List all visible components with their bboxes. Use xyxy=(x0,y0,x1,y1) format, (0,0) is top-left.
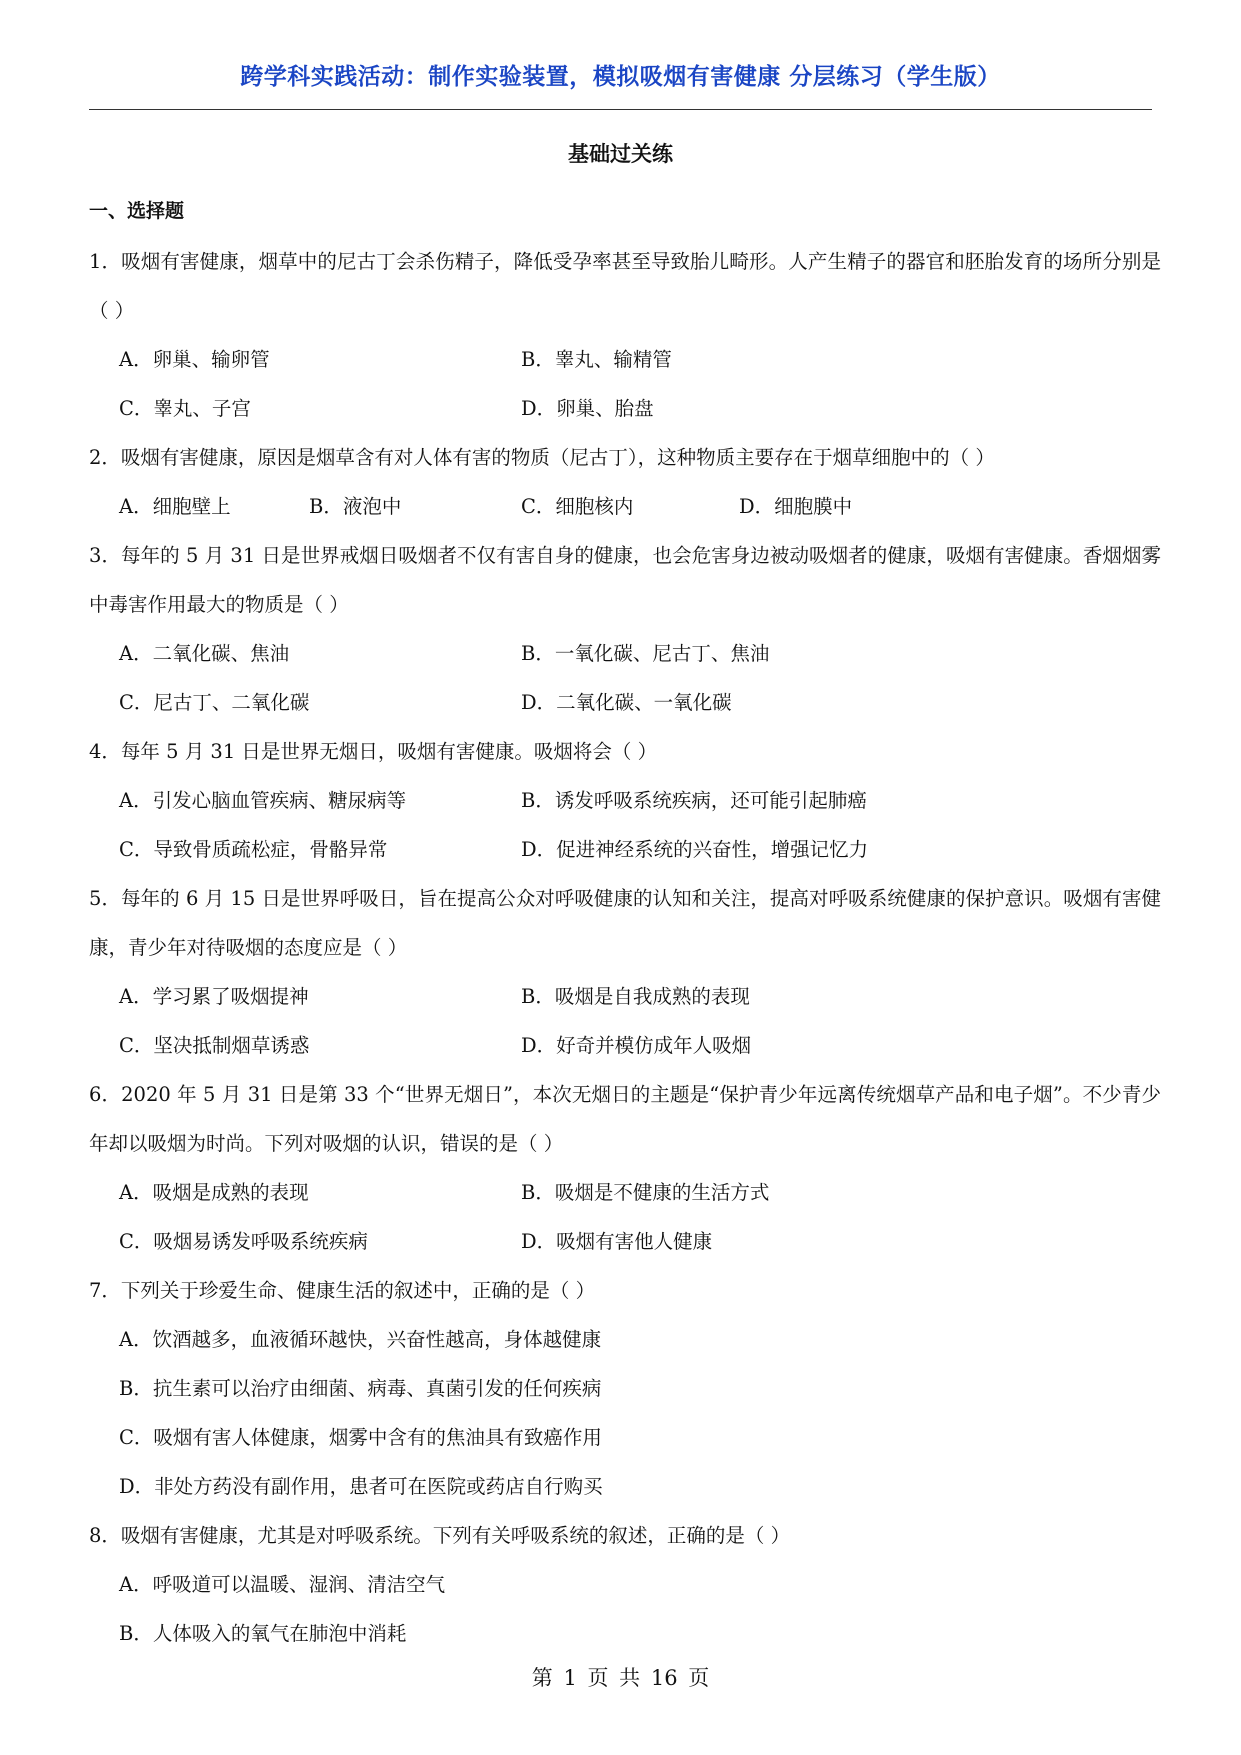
document-header-title: 跨学科实践活动：制作实验装置，模拟吸烟有害健康 分层练习（学生版） xyxy=(240,64,1001,90)
answer-option: B．人体吸入的氧气在肺泡中消耗 xyxy=(119,1622,407,1645)
question-stem: 3．每年的 5 月 31 日是世界戒烟日吸烟者不仅有害自身的健康，也会危害身边被动吸烟者的健康，吸烟有害健康。香烟烟雾中毒害作用最大的物质是（ ） xyxy=(89,544,1161,616)
answer-option: C．吸烟有害人体健康，烟雾中含有的焦油具有致癌作用 xyxy=(119,1426,602,1449)
answer-options xyxy=(89,335,1161,433)
answer-option: A．学习累了吸烟提神 xyxy=(119,985,309,1008)
option-row xyxy=(89,1315,1161,1364)
option-row xyxy=(89,972,1161,1021)
answer-option: D．卵巢、胎盘 xyxy=(521,397,654,420)
question-stem: 5．每年的 6 月 15 日是世界呼吸日，旨在提高公众对呼吸健康的认知和关注，提高对呼吸系统健康的保护意识。吸烟有害健康，青少年对待吸烟的态度应是（ ） xyxy=(89,887,1161,959)
answer-options xyxy=(89,1168,1161,1266)
option-row xyxy=(89,776,1161,825)
option-row xyxy=(89,1413,1161,1462)
answer-option: B．吸烟是自我成熟的表现 xyxy=(521,985,750,1008)
option-row xyxy=(89,335,1161,384)
question-7 xyxy=(89,1266,1161,1511)
option-row xyxy=(89,629,1161,678)
answer-option: A．卵巢、输卵管 xyxy=(119,348,270,371)
question-stem: 6．2020 年 5 月 31 日是第 33 个“世界无烟日”，本次无烟日的主题是“保护青少年远离传统烟草产品和电子烟”。不少青少年却以吸烟为时尚。下列对吸烟的认识，错误的是（ ） xyxy=(89,1083,1161,1155)
answer-options xyxy=(89,1315,1161,1511)
option-row xyxy=(89,1462,1161,1511)
question-list xyxy=(89,237,1161,1658)
answer-option: A．呼吸道可以温暖、湿润、清洁空气 xyxy=(119,1573,446,1596)
answer-option: B．抗生素可以治疗由细菌、病毒、真菌引发的任何疾病 xyxy=(119,1377,602,1400)
question-stem: 2．吸烟有害健康，原因是烟草含有对人体有害的物质（尼古丁），这种物质主要存在于烟草细胞中的（ ） xyxy=(89,446,995,469)
answer-option: D．好奇并模仿成年人吸烟 xyxy=(521,1034,752,1057)
question-6 xyxy=(89,1070,1161,1266)
answer-option: C．坚决抵制烟草诱惑 xyxy=(119,1034,310,1057)
answer-option: A．二氧化碳、焦油 xyxy=(119,642,290,665)
question-stem: 4．每年 5 月 31 日是世界无烟日，吸烟有害健康。吸烟将会（ ） xyxy=(89,740,658,763)
answer-option: D．非处方药没有副作用，患者可在医院或药店自行购买 xyxy=(119,1475,603,1498)
answer-option: B．一氧化碳、尼古丁、焦油 xyxy=(521,642,770,665)
question-2 xyxy=(89,433,1161,531)
question-4 xyxy=(89,727,1161,874)
answer-option: A．细胞壁上 xyxy=(119,495,231,518)
answer-option: C．睾丸、子宫 xyxy=(119,397,251,420)
answer-option: C．细胞核内 xyxy=(521,495,634,518)
option-row xyxy=(89,825,1161,874)
option-row xyxy=(89,1217,1161,1266)
header-divider xyxy=(89,109,1152,110)
answer-option: B．诱发呼吸系统疾病，还可能引起肺癌 xyxy=(521,789,867,812)
question-5 xyxy=(89,874,1161,1070)
answer-options xyxy=(89,1560,1161,1658)
part-heading: 一、选择题 xyxy=(89,200,185,222)
option-row xyxy=(89,1609,1161,1658)
answer-options xyxy=(89,482,1161,531)
answer-option: D．促进神经系统的兴奋性，增强记忆力 xyxy=(521,838,869,861)
answer-option: B．吸烟是不健康的生活方式 xyxy=(521,1181,770,1204)
option-row xyxy=(89,1021,1161,1070)
option-row xyxy=(89,1364,1161,1413)
answer-option: C．吸烟易诱发呼吸系统疾病 xyxy=(119,1230,368,1253)
page-footer: 第 1 页 共 16 页 xyxy=(531,1666,710,1690)
question-stem: 7．下列关于珍爱生命、健康生活的叙述中，正确的是（ ） xyxy=(89,1279,596,1302)
question-3 xyxy=(89,531,1161,727)
answer-options xyxy=(89,972,1161,1070)
option-row xyxy=(89,678,1161,727)
option-row xyxy=(89,1168,1161,1217)
answer-option: C．尼古丁、二氧化碳 xyxy=(119,691,310,714)
option-row xyxy=(89,482,1161,531)
question-stem: 8．吸烟有害健康，尤其是对呼吸系统。下列有关呼吸系统的叙述，正确的是（ ） xyxy=(89,1524,791,1547)
question-stem: 1．吸烟有害健康，烟草中的尼古丁会杀伤精子，降低受孕率甚至导致胎儿畸形。人产生精子的器官和胚胎发育的场所分别是（ ） xyxy=(89,250,1161,322)
option-row xyxy=(89,384,1161,433)
answer-option: A．饮酒越多，血液循环越快，兴奋性越高，身体越健康 xyxy=(119,1328,602,1351)
question-8 xyxy=(89,1511,1161,1658)
question-1 xyxy=(89,237,1161,433)
answer-option: A．吸烟是成熟的表现 xyxy=(119,1181,309,1204)
section-title: 基础过关练 xyxy=(568,142,673,166)
option-row xyxy=(89,1560,1161,1609)
answer-option: B．睾丸、输精管 xyxy=(521,348,672,371)
answer-option: B．液泡中 xyxy=(309,495,402,518)
answer-option: C．导致骨质疏松症，骨骼异常 xyxy=(119,838,388,861)
answer-options xyxy=(89,629,1161,727)
answer-option: D．细胞膜中 xyxy=(739,495,853,518)
answer-options xyxy=(89,776,1161,874)
answer-option: D．二氧化碳、一氧化碳 xyxy=(521,691,732,714)
answer-option: A．引发心脑血管疾病、糖尿病等 xyxy=(119,789,407,812)
answer-option: D．吸烟有害他人健康 xyxy=(521,1230,713,1253)
